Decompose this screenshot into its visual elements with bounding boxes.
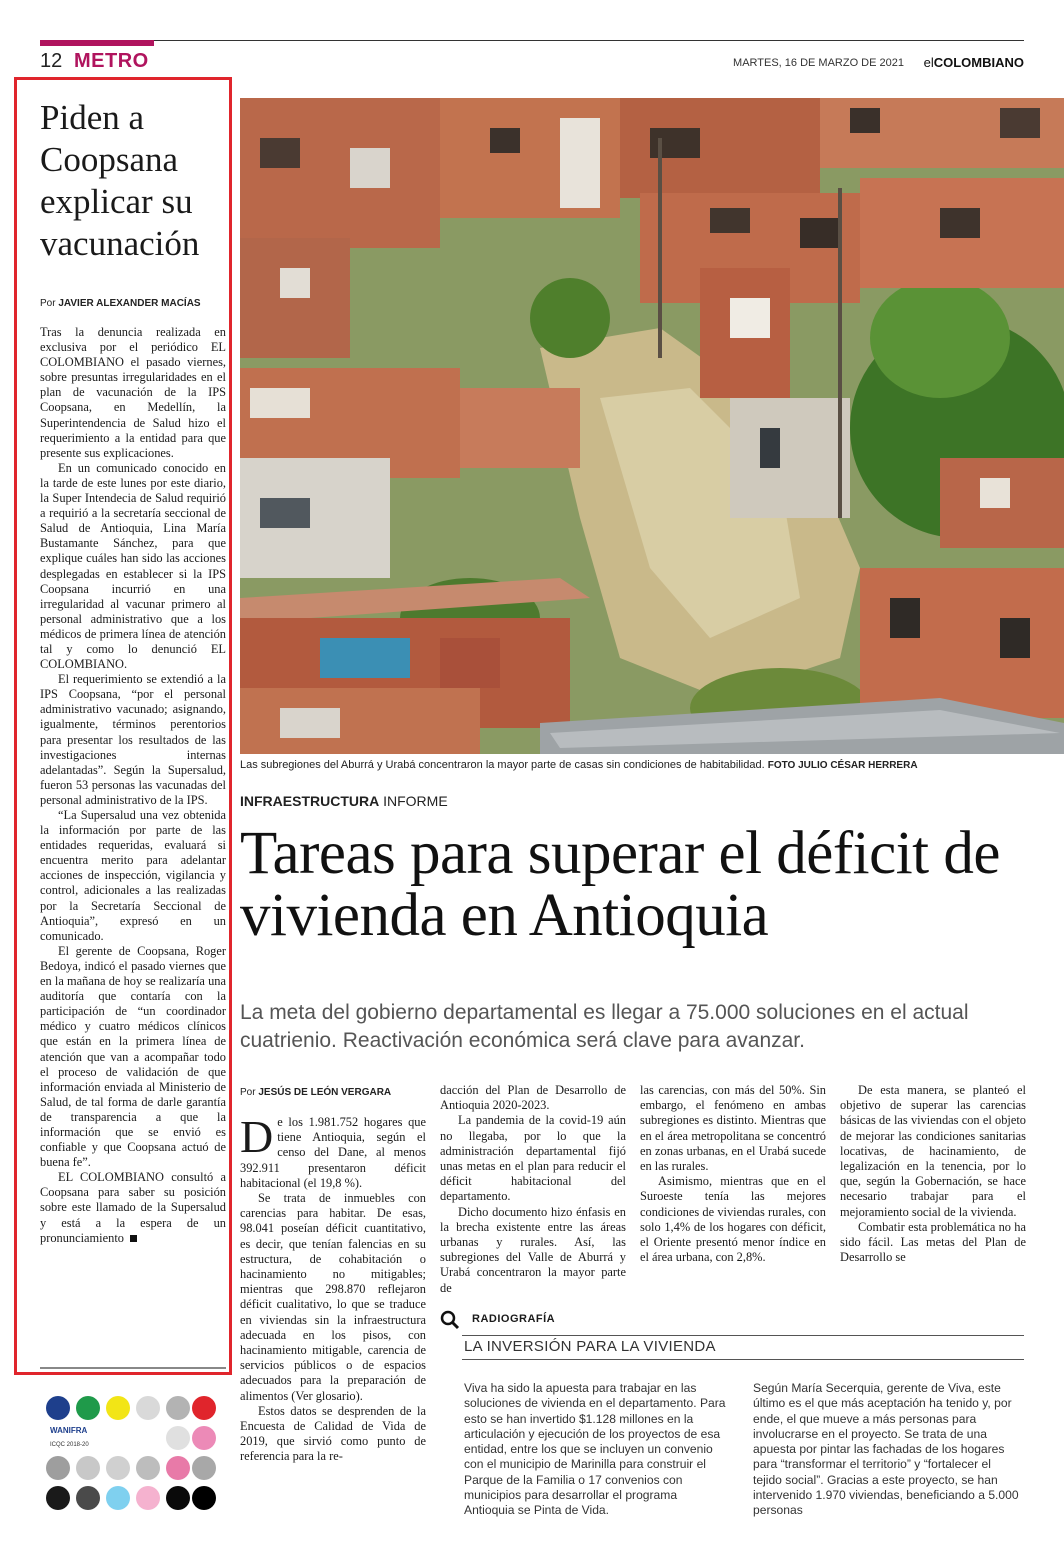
side-last-text: EL COLOMBIANO consultó a Coopsana para saber su posición sobre este llamado de la Supersalud y está a la espera de un pronunciamiento: [40, 1170, 226, 1245]
side-paragraph: En un comunicado conocido en la tarde de este lunes por este diario, la Super Intendecia de Salud requirió a requirió a la secretaría seccional de Salud de Antioquia, Lina María Bustamante Sánchez, para que explique cuáles han sido las acciones desplegadas en establecer si la IPS Coopsana incurrió en una irregularidad al vacunar primero al personal administrativo que a los médicos de primera línea de atención tal y como lo denunció EL COLOMBIANO.: [40, 460, 226, 672]
color-dot: [136, 1486, 160, 1510]
color-dot: [192, 1396, 216, 1420]
color-dot: [106, 1396, 130, 1420]
article-column-3: [640, 1083, 826, 1265]
side-story-headline: Piden a Coopsana explicar su vacunación: [40, 98, 200, 263]
side-bottom-rule: [40, 1367, 226, 1369]
page-number: 12: [40, 50, 63, 72]
lead-text: e los 1.981.752 hogares que tiene Antioquia, según el censo del Dane, al menos 392.911 presentaron déficit habitacional (el 19,8 %).: [240, 1115, 426, 1190]
side-story-byline: [40, 298, 201, 309]
side-paragraph: El requerimiento se extendió a la IPS Coopsana, “por el personal administrativo vacunado; asignando, igualmente, términos perentorios para presentar los resultados de las investigaciones internas adelantadas”. Según la Supersalud, fueron 53 personas las vacunadas del personal administrativo de la IPS.: [40, 672, 226, 807]
article-kicker: [240, 793, 448, 809]
side-story-body: [40, 325, 226, 1246]
color-dot: [192, 1456, 216, 1480]
radiografia-column-1: Viva ha sido la apuesta para trabajar en las soluciones de vivienda en el departamento. Para esto se han invertido $1.128 millones en la articulación y ejecución de los proyectos de esa entidad, entre los que se incluyen un convenio con el municipio de Marinilla para construir el Parque de la Familia o 17 convenios con municipios para desarrollar el programa Antioquia se Pinta de Vida.: [464, 1381, 726, 1518]
color-dot: [136, 1396, 160, 1420]
side-paragraph: El gerente de Coopsana, Roger Bedoya, indicó el pasado viernes que en la mañana de hoy se realizaría una auditoría que contaría con la participación de “un coordinador médico y cuatro médicos clínicos que están en la primera línea de atención que van a acompañar todo el proceso de validación de que información enviada al Ministerio de Salud, de tal forma de darle garantía de transparencia a que la información que se envió es confiable y que Coopsana actuó de buena fe”.: [40, 943, 226, 1170]
article-paragraph: Se trata de inmuebles con carencias para habitar. De esas, 98.041 poseían déficit cuantitativo, es decir, que tenían falencias en su estructura, de cohabitación o hacinamiento no mitigables; mientras que 298.870 reflejaron déficit cualitativo, lo que se traduce en viviendas sin la infraestructura adecuada en los pisos, con hacinamiento mitigable, carencia de servicios públicos o de espacios adecuados para la preparación de alimentos (Ver glosario).: [240, 1191, 426, 1403]
printer-color-bars: [46, 1396, 222, 1514]
color-dot: [46, 1456, 70, 1480]
photo-illustration: [240, 98, 1064, 754]
masthead-name: COLOMBIANO: [933, 55, 1024, 70]
byline-prefix: Por: [240, 1087, 256, 1098]
article-paragraph: Combatir esta problemática no ha sido fácil. Las metas del Plan de Desarrollo se: [840, 1219, 1026, 1265]
box-rule-bottom: [462, 1359, 1024, 1360]
color-dot: [76, 1396, 100, 1420]
article-paragraph: [240, 1111, 426, 1191]
article-column-2: [440, 1083, 626, 1296]
article-paragraph: Estos datos se desprenden de la Encuesta de Calidad de Vida de 2019, que sirvió como punto de referencia para la re-: [240, 1403, 426, 1464]
hillside-houses-photo: [240, 98, 1064, 754]
side-paragraph-last: [40, 1170, 226, 1245]
article-paragraph: dacción del Plan de Desarrollo de Antioquia 2020-2023.: [440, 1083, 626, 1113]
end-mark: [130, 1235, 137, 1242]
color-dot: [166, 1456, 190, 1480]
color-dot: [106, 1456, 130, 1480]
color-dot: [136, 1456, 160, 1480]
color-dot: [192, 1486, 216, 1510]
color-dot: [76, 1486, 100, 1510]
article-paragraph: Dicho documento hizo énfasis en la brecha existente entre las áreas urbanas y rurales. Así, las subregiones del Valle de Aburrá y Urabá concentraron la mayor parte de: [440, 1204, 626, 1295]
article-deck: La meta del gobierno departamental es llegar a 75.000 soluciones en el actual cuatrienio. Reactivación económica será clave para avanzar.: [240, 1001, 969, 1052]
color-dot: [166, 1396, 190, 1420]
radiografia-title: LA INVERSIÓN PARA LA VIVIENDA: [464, 1338, 716, 1355]
wan-ifra-logo: WANIFRA: [50, 1426, 88, 1435]
article-paragraph: las carencias, con más del 50%. Sin embargo, el fenómeno en ambas subregiones es distinto. Mientras que en el área metropolitana se concentró en zonas urbanas, en el Urabá sucede en las rurales.: [640, 1083, 826, 1174]
color-dot: [166, 1426, 190, 1450]
main-headline: Tareas para superar el déficit de vivienda en Antioquia: [240, 820, 1000, 949]
section-color-bar: [40, 40, 154, 46]
masthead: [924, 55, 1024, 70]
magnifier-icon: [440, 1310, 460, 1330]
color-dot: [192, 1426, 216, 1450]
byline-prefix: Por: [40, 298, 56, 309]
radiografia-column-2: Según María Secerquia, gerente de Viva, este último es el que más aceptación ha tenido y, por ende, el que mueve a más personas para involucrarse en el proyecto. Se trata de una apuesta por pintar las fachadas de los hogares para “transformar el territorio” y “fortalecer el tejido social”. Gracias a este proyecto, se han intervenido 1.970 viviendas, beneficiando a 5.000 personas: [753, 1381, 1019, 1518]
article-column-4: [840, 1083, 1026, 1265]
photo-caption: [240, 759, 1040, 771]
byline-author: JESÚS DE LEÓN VERGARA: [258, 1087, 392, 1098]
color-dot: [76, 1456, 100, 1480]
side-paragraph: Tras la denuncia realizada en exclusiva por el periódico EL COLOMBIANO el pasado viernes, sobre presuntas irregularidades en el plan de vacunación de la IPS Coopsana, en Medellín, la Superintendencia de Salud hizo el requerimiento a la entidad para que presente sus explicaciones.: [40, 325, 226, 460]
color-dot: [46, 1396, 70, 1420]
masthead-prefix: el: [923, 55, 934, 70]
radiografia-label: RADIOGRAFÍA: [472, 1313, 556, 1325]
kicker-topic: INFRAESTRUCTURA: [240, 793, 380, 809]
color-dot: [166, 1486, 190, 1510]
article-column-1: [240, 1111, 426, 1465]
article-byline: [240, 1087, 391, 1098]
date-line: MARTES, 16 DE MARZO DE 2021: [733, 57, 904, 69]
article-paragraph: Asimismo, mientras que en el Suroeste tenía las mejores condiciones de viviendas rurales, con solo 1,4% de los hogares con déficit, el Oriente presentó menor índice en el área urbana, con 2,8%.: [640, 1174, 826, 1265]
icqc-code: ICQC 2018-20: [50, 1442, 89, 1448]
side-paragraph: “La Supersalud una vez obtenida la información por parte de las entidades requeridas, evaluará si encuentra merito para adelantar acciones de inspección, vigilancia y control, adicionales a las realizadas por la Secretaría Seccional de Antioquia”, expresó en un comunicado.: [40, 808, 226, 943]
article-paragraph: De esta manera, se planteó el objetivo de superar las carencias básicas de las viviendas con el objeto de mejorar las condiciones sanitarias locativas, de hacinamiento, de legalización en la tenencia, por lo que, según la Gobernación, se hace necesario trabajar para el mejoramiento social de la vivienda.: [840, 1083, 1026, 1219]
photo-credit: FOTO JULIO CÉSAR HERRERA: [767, 760, 918, 771]
color-dot: [46, 1486, 70, 1510]
dropcap: D: [240, 1111, 274, 1162]
byline-author: JAVIER ALEXANDER MACÍAS: [58, 298, 201, 309]
section-name: METRO: [74, 50, 149, 72]
kicker-type: INFORME: [383, 793, 448, 809]
box-rule-top: [462, 1335, 1024, 1336]
top-rule: [40, 40, 1024, 41]
article-paragraph: La pandemia de la covid-19 aún no llegaba, por lo que la administración departamental fijó unas metas en el plan para reducir el déficit habitacional del departamento.: [440, 1113, 626, 1204]
color-dot: [106, 1486, 130, 1510]
caption-text: Las subregiones del Aburrá y Urabá concentraron la mayor parte de casas sin condiciones de habitabilidad.: [240, 759, 765, 771]
